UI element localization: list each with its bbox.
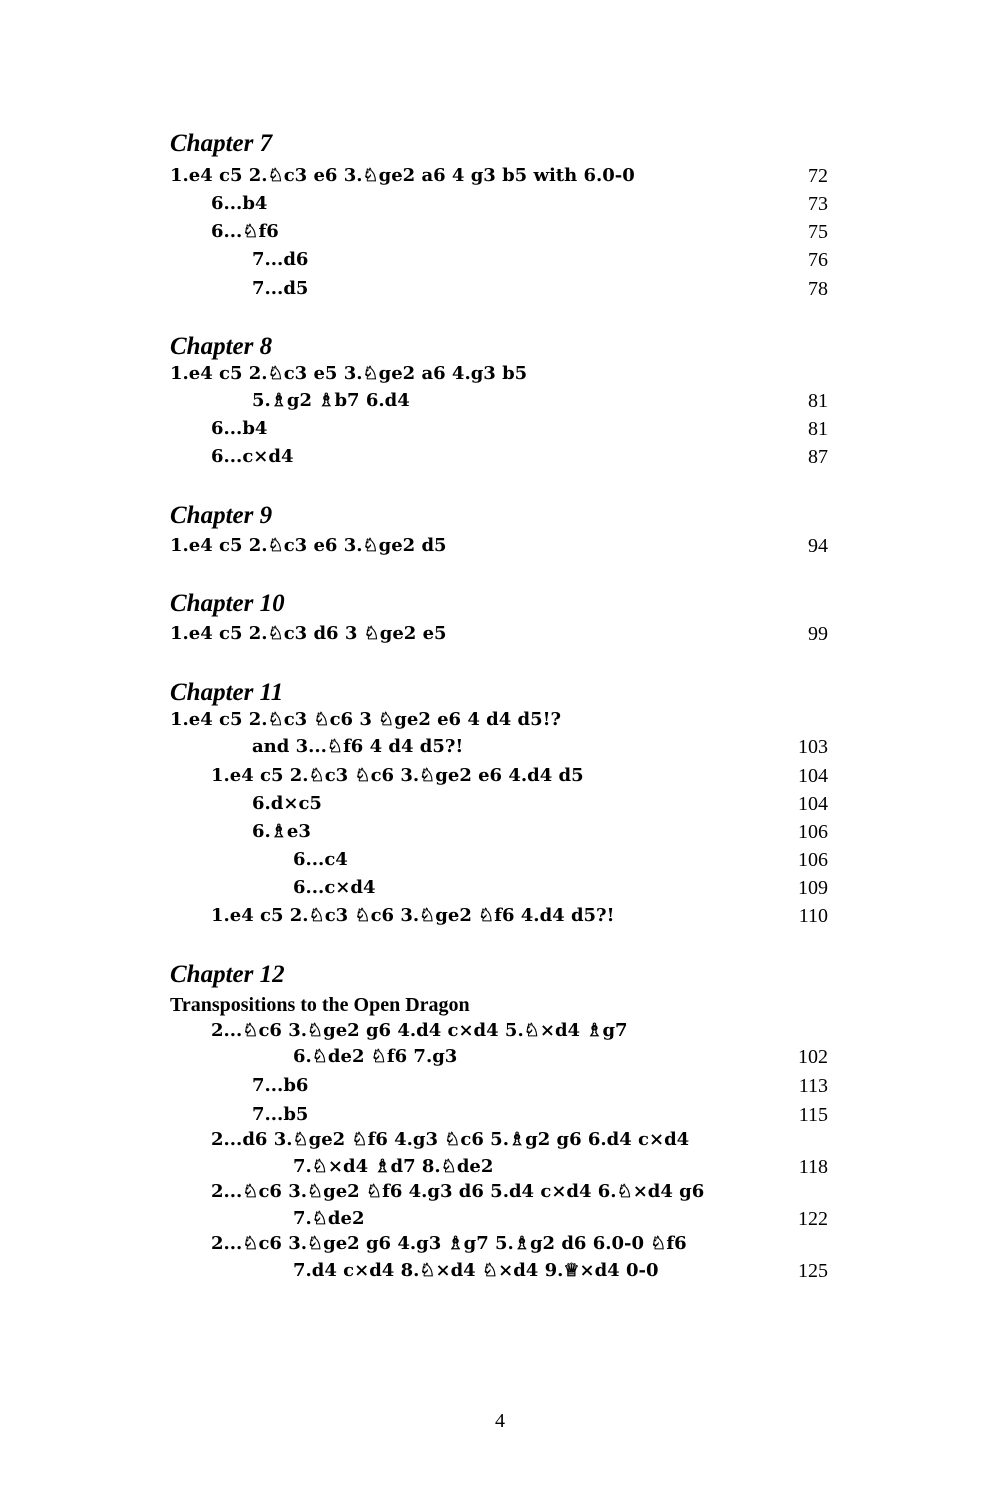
toc-entry-page: 94 [808, 535, 828, 557]
toc-entry [0, 190, 1000, 218]
toc-entry [0, 218, 1000, 246]
toc-entry-page: 99 [808, 623, 828, 645]
toc-entry [0, 1230, 1000, 1258]
toc-entry-text: 1.e4 c5 2.♘c3 ♘c6 3.♘ge2 ♘f6 4.d4 d5?! [211, 905, 615, 926]
toc-entry-page: 109 [798, 877, 828, 899]
toc-entry [0, 1017, 1000, 1045]
toc-entry-text: 1.e4 c5 2.♘c3 ♘c6 3 ♘ge2 e6 4 d4 d5!? [170, 709, 562, 730]
toc-entry-text: 2...♘c6 3.♘ge2 g6 4.d4 c×d4 5.♘×d4 ♗g7 [211, 1020, 628, 1041]
toc-entry-text: 7...d6 [252, 249, 309, 270]
chapter-title: Chapter 11 [170, 679, 284, 706]
toc-entry [0, 1126, 1000, 1154]
toc-entry [0, 874, 1000, 902]
toc-entry-page: 72 [808, 165, 828, 187]
toc-entry-page: 81 [808, 390, 828, 412]
toc-entry-text: 6...b4 [211, 418, 268, 439]
toc-entry-page: 78 [808, 278, 828, 300]
toc-entry-text: 6...c×d4 [211, 446, 294, 467]
toc-entry-text: 6...c×d4 [293, 877, 376, 898]
toc-entry-text: 6...c4 [293, 849, 348, 870]
chapter-title: Chapter 10 [170, 590, 285, 617]
toc-entry [0, 620, 1000, 648]
toc-entry [0, 360, 1000, 388]
toc-entry-page: 125 [798, 1260, 828, 1282]
toc-entry [0, 443, 1000, 471]
toc-entry-page: 81 [808, 418, 828, 440]
toc-entry-page: 103 [798, 736, 828, 758]
toc-entry-page: 104 [798, 765, 828, 787]
toc-entry [0, 1072, 1000, 1100]
toc-entry-text: 6.d×c5 [252, 793, 322, 814]
toc-entry [0, 1257, 1000, 1285]
chapter-title: Chapter 12 [170, 961, 285, 988]
toc-entry-page: 106 [798, 849, 828, 871]
toc-entry-page: 110 [798, 905, 828, 927]
page-number: 4 [495, 1410, 505, 1432]
toc-entry-text: 1.e4 c5 2.♘c3 ♘c6 3.♘ge2 e6 4.d4 d5 [211, 765, 584, 786]
toc-entry-text: 6.♘de2 ♘f6 7.g3 [293, 1046, 458, 1067]
toc-entry-text: 2...♘c6 3.♘ge2 g6 4.g3 ♗g7 5.♗g2 d6 6.0-0 ♘f6 [211, 1233, 687, 1254]
toc-entry-text: 6...♘f6 [211, 221, 279, 242]
toc-entry-text: 2...d6 3.♘ge2 ♘f6 4.g3 ♘c6 5.♗g2 g6 6.d4 c×d4 [211, 1129, 690, 1150]
toc-entry-text: 7...d5 [252, 278, 309, 299]
toc-entry-text: 6...b4 [211, 193, 268, 214]
toc-entry [0, 733, 1000, 761]
toc-entry [0, 1043, 1000, 1071]
toc-entry [0, 1101, 1000, 1129]
chapter-title: Chapter 7 [170, 130, 273, 157]
toc-entry-text: 1.e4 c5 2.♘c3 e5 3.♘ge2 a6 4.g3 b5 [170, 363, 528, 384]
toc-entry-page: 118 [798, 1156, 828, 1178]
toc-entry-text: 2...♘c6 3.♘ge2 ♘f6 4.g3 d6 5.d4 c×d4 6.♘×d4 g6 [211, 1181, 705, 1202]
toc-entry-text: Transpositions to the Open Dragon [170, 994, 470, 1016]
toc-entry [0, 1153, 1000, 1181]
toc-entry-text: 6.♗e3 [252, 821, 311, 842]
toc-entry [0, 991, 1000, 1019]
toc-entry-text: 1.e4 c5 2.♘c3 e6 3.♘ge2 d5 [170, 535, 447, 556]
toc-entry-page: 87 [808, 446, 828, 468]
toc-entry [0, 1178, 1000, 1206]
chapter-title: Chapter 9 [170, 502, 273, 529]
toc-entry [0, 275, 1000, 303]
toc-entry [0, 246, 1000, 274]
chapter-title: Chapter 8 [170, 333, 273, 360]
toc-entry [0, 1205, 1000, 1233]
toc-entry-text: 7.♘de2 [293, 1208, 365, 1229]
toc-entry [0, 762, 1000, 790]
toc-entry-text: 7.♘×d4 ♗d7 8.♘de2 [293, 1156, 494, 1177]
toc-entry-page: 76 [808, 249, 828, 271]
toc-entry-page: 104 [798, 793, 828, 815]
toc-entry [0, 162, 1000, 190]
toc-entry-page: 113 [798, 1075, 828, 1097]
toc-entry [0, 532, 1000, 560]
toc-entry-page: 106 [798, 821, 828, 843]
toc-entry-text: 7...b6 [252, 1075, 309, 1096]
toc-entry-text: 7.d4 c×d4 8.♘×d4 ♘×d4 9.♕×d4 0-0 [293, 1260, 659, 1281]
toc-entry-text: 7...b5 [252, 1104, 309, 1125]
toc-entry [0, 846, 1000, 874]
toc-entry [0, 790, 1000, 818]
toc-entry-text: 1.e4 c5 2.♘c3 d6 3 ♘ge2 e5 [170, 623, 447, 644]
toc-entry-text: 5.♗g2 ♗b7 6.d4 [252, 390, 410, 411]
toc-entry [0, 902, 1000, 930]
toc-entry-page: 75 [808, 221, 828, 243]
toc-entry-text: and 3...♘f6 4 d4 d5?! [252, 736, 464, 757]
toc-entry [0, 818, 1000, 846]
toc-entry-page: 73 [808, 193, 828, 215]
toc-entry [0, 706, 1000, 734]
toc-entry [0, 387, 1000, 415]
toc-entry-page: 115 [798, 1104, 828, 1126]
toc-entry [0, 415, 1000, 443]
toc-entry-page: 102 [798, 1046, 828, 1068]
toc-entry-text: 1.e4 c5 2.♘c3 e6 3.♘ge2 a6 4 g3 b5 with 6.0-0 [170, 165, 635, 186]
toc-entry-page: 122 [798, 1208, 828, 1230]
